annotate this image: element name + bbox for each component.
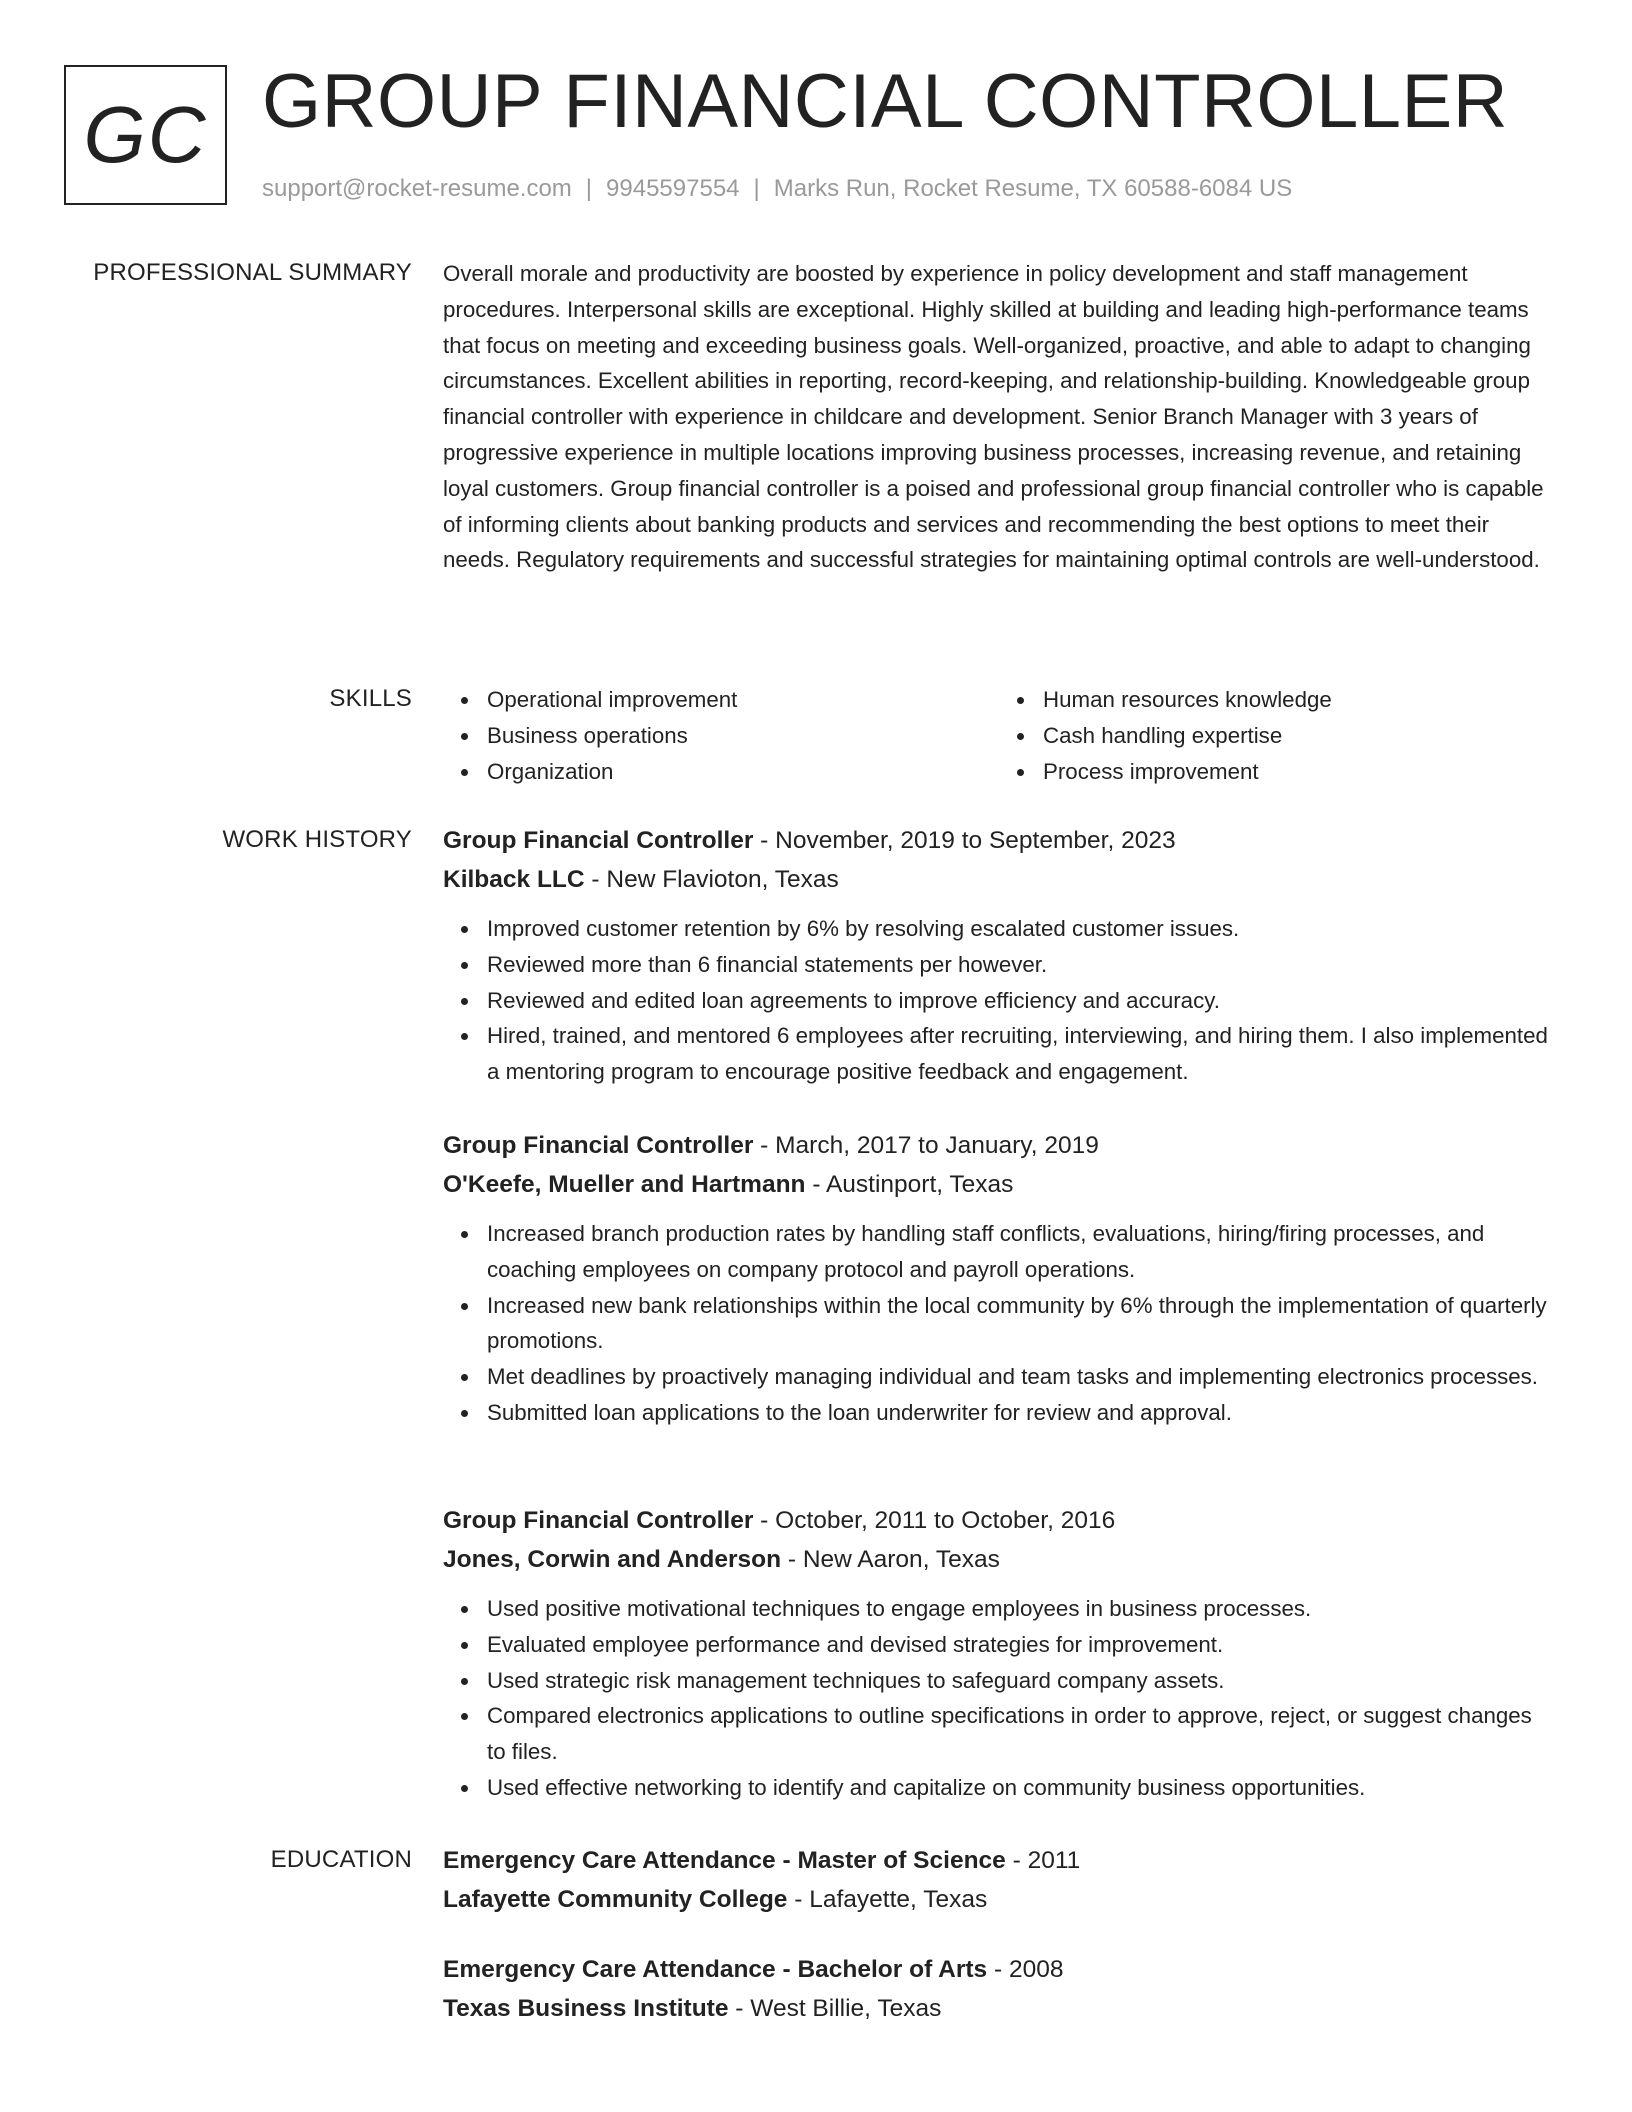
skills-list-right [999,682,1555,789]
dash: - [584,866,607,893]
job-company-line [443,1540,1555,1579]
education-school-line [443,1989,1555,2028]
job-bullets [443,1591,1555,1806]
skills-grid [443,682,1555,789]
skills-list-left [443,682,999,789]
job-company: Jones, Corwin and Anderson [443,1546,782,1573]
dash: - [805,1171,826,1198]
job-bullets [443,1216,1555,1431]
job-title: Group Financial Controller [443,827,754,854]
job-company-line [443,860,1555,899]
education-year: 2011 [1027,1847,1081,1874]
dash: - [987,1956,1009,1983]
skill-item: Business operations [487,718,999,754]
skill-item: Operational improvement [487,682,999,718]
job-bullet: Evaluated employee performance and devised strategies for improvement. [487,1627,1555,1663]
monogram-badge [64,65,227,205]
contact-separator: | [753,175,760,202]
job-company-line [443,1165,1555,1204]
summary-text: Overall morale and productivity are boosted by experience in policy development and staff management procedures. Interpersonal skills are exceptional. Highly skilled at building and leading high-performance teams that focus on meeting and exceeding business goals. Well-organized, proactive, and able to adapt to changing circumstances. Excellent abilities in reporting, record-keeping, and relationship-building. Knowledgeable group financial controller with experience in childcare and development. Senior Branch Manager with 3 years of progressive experience in multiple locations improving business processes, increasing revenue, and retaining loyal customers. Group financial controller is a poised and professional group financial controller who is capable of informing clients about banking products and services and recommending the best options to meet their needs. Regulatory requirements and successful strategies for maintaining optimal controls are well-understood. [443,261,1544,573]
dash: - [753,827,776,854]
job-entry [443,1501,1555,1806]
job-bullet: Increased new bank relationships within the local community by 6% through the implementation of quarterly promotions. [487,1288,1555,1360]
job-location: New Aaron, Texas [802,1546,1000,1573]
job-bullet: Improved customer retention by 6% by resolving escalated customer issues. [487,911,1555,947]
contact-separator: | [585,175,593,202]
job-dates: October, 2011 to October, 2016 [775,1507,1116,1534]
job-bullet: Used positive motivational techniques to engage employees in business processes. [487,1591,1555,1627]
job-bullet: Compared electronics applications to outline specifications in order to approve, reject, or suggest changes to files. [487,1698,1555,1770]
skills-section [443,682,1555,789]
monogram-initials: GC [83,90,208,179]
section-title-work: WORK HISTORY [222,826,412,853]
job-dates: November, 2019 to September, 2023 [775,827,1176,854]
job-bullet: Hired, trained, and mentored 6 employees after recruiting, interviewing, and hiring them. I also implemented a mentoring program to encourage positive feedback and engagement. [487,1018,1555,1090]
education-entry [443,1950,1555,2028]
job-bullet: Submitted loan applications to the loan underwriter for review and approval. [487,1395,1555,1431]
resume-name: GROUP FINANCIAL CONTROLLER [262,59,1509,144]
dash: - [787,1886,810,1913]
dash: - [1005,1847,1028,1874]
job-company: O'Keefe, Mueller and Hartmann [443,1171,806,1198]
job-title-line [443,821,1555,860]
education-degree-line [443,1841,1555,1880]
skill-item: Human resources knowledge [1043,682,1555,718]
education-entry [443,1841,1555,1919]
job-title-line [443,1501,1555,1540]
dash: - [753,1132,776,1159]
education-year: 2008 [1008,1956,1064,1983]
job-bullets [443,911,1555,1090]
job-dates: March, 2017 to January, 2019 [775,1132,1099,1159]
contact-address: Marks Run, Rocket Resume, TX 60588-6084 US [773,175,1293,202]
dash: - [728,1995,751,2022]
job-bullet: Increased branch production rates by handling staff conflicts, evaluations, hiring/firing processes, and coaching employees on company protocol and payroll operations. [487,1216,1555,1288]
education-degree: Emergency Care Attendance - Bachelor of Arts [443,1956,988,1983]
dash: - [753,1507,776,1534]
job-location: New Flavioton, Texas [606,866,839,893]
dash: - [781,1546,803,1573]
education-school-line [443,1880,1555,1919]
contact-phone[interactable]: 9945597554 [606,175,740,202]
job-bullet: Used effective networking to identify and capitalize on community business opportunities. [487,1770,1555,1806]
education-location: West Billie, Texas [750,1995,942,2022]
skill-item: Organization [487,754,999,790]
job-bullet: Reviewed and edited loan agreements to improve efficiency and accuracy. [487,983,1555,1019]
contact-email[interactable]: support@rocket-resume.com [262,175,572,202]
section-title-skills: SKILLS [329,685,412,712]
skill-item: Cash handling expertise [1043,718,1555,754]
job-title-line [443,1126,1555,1165]
education-school: Texas Business Institute [443,1995,729,2022]
section-title-education: EDUCATION [270,1846,412,1873]
job-entry [443,821,1555,1090]
education-location: Lafayette, Texas [809,1886,988,1913]
job-title: Group Financial Controller [443,1507,754,1534]
job-company: Kilback LLC [443,866,585,893]
job-entry [443,1126,1555,1431]
contact-line [262,172,1292,206]
job-bullet: Used strategic risk management techniques to safeguard company assets. [487,1663,1555,1699]
skill-item: Process improvement [1043,754,1555,790]
education-degree: Emergency Care Attendance - Master of Science [443,1847,1006,1874]
job-location: Austinport, Texas [825,1171,1014,1198]
section-title-summary: PROFESSIONAL SUMMARY [93,259,412,286]
job-title: Group Financial Controller [443,1132,754,1159]
education-school: Lafayette Community College [443,1886,788,1913]
summary-section [443,256,1555,578]
job-bullet: Reviewed more than 6 financial statements per however. [487,947,1555,983]
job-bullet: Met deadlines by proactively managing individual and team tasks and implementing electronics processes. [487,1359,1555,1395]
education-degree-line [443,1950,1555,1989]
